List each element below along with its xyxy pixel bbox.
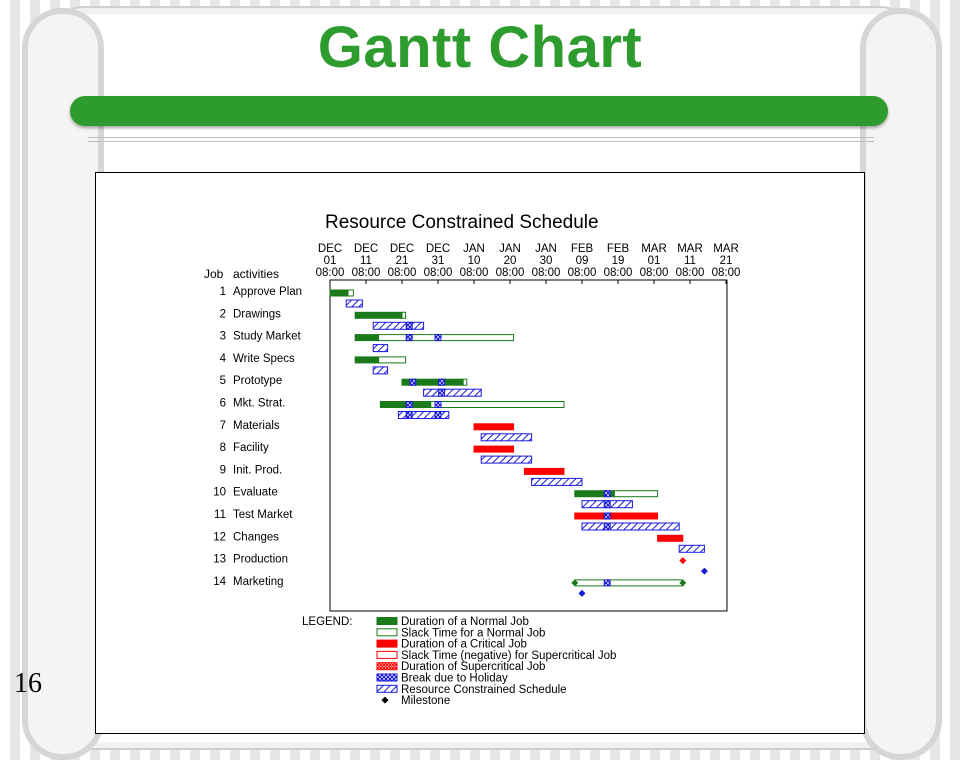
activity-label: Changes xyxy=(233,531,280,544)
legend-item xyxy=(377,650,616,662)
holiday-break-mark xyxy=(406,322,412,329)
tick-label-time: 08:00 xyxy=(315,267,345,279)
title-underline-bar xyxy=(70,96,888,126)
gantt-chart xyxy=(96,173,864,733)
holiday-break-mark xyxy=(435,402,441,408)
negative-slack-bar xyxy=(377,651,397,658)
slack-time-bar xyxy=(575,580,683,586)
job-number: 12 xyxy=(213,531,226,544)
tick-label-month: DEC xyxy=(389,243,415,255)
constrained-schedule-bar xyxy=(346,300,362,307)
gantt-row xyxy=(214,509,679,530)
activity-label: Production xyxy=(233,553,288,566)
constrained-schedule-bar xyxy=(424,389,482,396)
legend-item xyxy=(377,673,508,685)
supercritical-bar xyxy=(377,663,397,670)
job-number: 13 xyxy=(213,553,226,566)
activity-label: Marketing xyxy=(233,575,284,588)
normal-duration-bar xyxy=(380,402,430,408)
tick-label-month: JAN xyxy=(499,243,521,255)
tick-label-time: 08:00 xyxy=(711,267,741,279)
slack-time-bar xyxy=(614,491,657,497)
holiday-break-mark xyxy=(435,335,441,341)
tick-label-month: JAN xyxy=(463,243,485,255)
critical-duration-bar xyxy=(575,513,658,519)
constrained-schedule-bar xyxy=(679,545,704,552)
gantt-row xyxy=(220,442,532,463)
job-number: 1 xyxy=(219,286,226,298)
constrained-schedule-bar xyxy=(373,322,423,329)
holiday-break-mark xyxy=(435,412,441,419)
gantt-row xyxy=(220,375,482,396)
slack-time-bar xyxy=(379,335,514,341)
constrained-schedule-bar xyxy=(481,456,531,463)
tick-label-day: 19 xyxy=(611,255,625,267)
critical-duration-bar xyxy=(474,424,514,430)
activity-label: Prototype xyxy=(233,375,283,388)
legend-label: Duration of Supercritical Job xyxy=(401,661,546,674)
job-number: 5 xyxy=(219,375,226,388)
constrained-schedule-bar xyxy=(377,685,397,692)
tick-label-time: 08:00 xyxy=(459,267,489,279)
holiday-break-mark xyxy=(406,412,412,419)
critical-duration-bar xyxy=(474,446,514,452)
gantt-row xyxy=(213,531,704,552)
slack-time-bar xyxy=(431,402,564,408)
activity-label: Mkt. Strat. xyxy=(233,397,286,410)
job-number: 9 xyxy=(219,464,226,477)
tick-label-time: 08:00 xyxy=(387,267,417,279)
normal-duration-bar xyxy=(330,290,348,296)
holiday-break-mark xyxy=(604,580,610,586)
holiday-break-mark xyxy=(604,491,610,497)
legend-item xyxy=(377,661,545,673)
legend-item xyxy=(377,639,527,651)
tick-label-day: 21 xyxy=(395,255,409,267)
job-number: 7 xyxy=(219,419,226,432)
activity-label: Write Specs xyxy=(233,352,295,365)
legend-label: Break due to Holiday xyxy=(401,672,508,685)
gantt-row xyxy=(220,308,424,329)
holiday-break-mark xyxy=(439,389,445,396)
slack-time-bar xyxy=(379,357,406,363)
job-number: 11 xyxy=(214,509,226,521)
tick-label-month: DEC xyxy=(425,243,451,255)
tick-label-time: 08:00 xyxy=(603,267,633,279)
activity-label: Test Market xyxy=(233,509,293,521)
legend-item xyxy=(382,695,451,707)
critical-duration-bar xyxy=(524,468,564,474)
activity-label: Evaluate xyxy=(233,486,278,499)
slack-time-bar xyxy=(377,629,397,636)
legend-label: Milestone xyxy=(401,695,451,708)
holiday-break-mark xyxy=(604,523,610,530)
holiday-break-mark xyxy=(410,379,416,385)
constrained-schedule-bar xyxy=(373,367,387,374)
slack-time-bar xyxy=(348,290,353,296)
milestone-marker xyxy=(701,568,708,575)
holiday-break-mark xyxy=(604,501,610,508)
column-header-job: Job xyxy=(204,267,224,281)
tick-label-time: 08:00 xyxy=(423,267,453,279)
milestone-marker xyxy=(382,697,389,704)
gantt-row xyxy=(220,398,564,419)
gantt-row xyxy=(220,420,532,441)
slack-time-bar xyxy=(463,379,467,385)
tick-label-time: 08:00 xyxy=(495,267,525,279)
job-number: 8 xyxy=(219,442,226,455)
critical-duration-bar xyxy=(658,535,683,541)
tick-label-day: 20 xyxy=(503,255,517,267)
legend-heading: LEGEND: xyxy=(302,616,353,628)
gantt-row xyxy=(220,353,406,374)
tick-label-month: MAR xyxy=(677,243,703,255)
tick-label-time: 08:00 xyxy=(351,267,381,279)
gantt-row xyxy=(220,331,514,352)
chart-title: Resource Constrained Schedule xyxy=(325,212,599,233)
tick-label-time: 08:00 xyxy=(567,267,597,279)
milestone-marker xyxy=(579,590,586,597)
job-number: 4 xyxy=(219,352,226,365)
gantt-chart-panel xyxy=(95,172,865,734)
normal-duration-bar xyxy=(355,335,378,341)
legend-label: Slack Time (negative) for Supercritical Job xyxy=(401,649,617,662)
legend-label: Slack Time for a Normal Job xyxy=(401,627,546,640)
activity-label: Approve Plan xyxy=(233,286,303,298)
normal-duration-bar xyxy=(377,618,397,625)
legend-label: Duration of a Critical Job xyxy=(401,638,527,651)
holiday-break-mark xyxy=(406,402,412,408)
holiday-break-mark xyxy=(377,674,397,681)
tick-label-month: MAR xyxy=(641,243,667,255)
tick-label-month: FEB xyxy=(570,243,594,255)
tick-label-month: MAR xyxy=(713,243,739,255)
slide-number: 16 xyxy=(14,668,42,699)
tick-label-day: 11 xyxy=(360,255,372,267)
holiday-break-mark xyxy=(604,513,610,519)
tick-label-time: 08:00 xyxy=(675,267,705,279)
activity-label: Init. Prod. xyxy=(233,464,283,477)
job-number: 2 xyxy=(219,308,226,321)
tick-label-day: 21 xyxy=(719,255,733,267)
legend-item xyxy=(377,616,529,628)
job-number: 14 xyxy=(213,575,226,588)
tick-label-time: 08:00 xyxy=(531,267,561,279)
tick-label-day: 09 xyxy=(575,255,589,267)
constrained-schedule-bar xyxy=(373,345,387,352)
tick-label-month: FEB xyxy=(606,243,630,255)
tick-label-month: DEC xyxy=(353,243,379,255)
tick-label-day: 01 xyxy=(647,255,661,267)
critical-duration-bar xyxy=(377,640,397,647)
constrained-schedule-bar xyxy=(582,523,679,530)
activity-label: Study Market xyxy=(233,330,301,343)
activity-label: Facility xyxy=(233,442,269,455)
holiday-break-mark xyxy=(406,335,412,341)
normal-duration-bar xyxy=(355,357,378,363)
constrained-schedule-bar xyxy=(481,434,531,441)
job-number: 3 xyxy=(219,330,226,343)
slack-time-bar xyxy=(402,312,406,318)
divider-line xyxy=(88,141,874,142)
tick-label-month: JAN xyxy=(535,243,557,255)
gantt-row xyxy=(220,286,363,307)
gantt-row xyxy=(213,487,657,508)
activity-label: Drawings xyxy=(233,308,281,321)
gantt-row xyxy=(220,464,582,485)
milestone-marker xyxy=(679,557,686,564)
column-header-activity: activities xyxy=(233,267,280,281)
normal-duration-bar xyxy=(355,312,402,318)
job-number: 6 xyxy=(219,397,226,410)
tick-label-month: DEC xyxy=(317,243,343,255)
legend-label: Duration of a Normal Job xyxy=(401,616,529,628)
slide-title: Gantt Chart xyxy=(317,15,643,80)
divider-line xyxy=(88,137,874,138)
legend-item xyxy=(377,627,545,639)
holiday-break-mark xyxy=(439,379,445,385)
gantt-row xyxy=(213,554,708,575)
gantt-row xyxy=(213,576,686,597)
tick-label-day: 31 xyxy=(431,255,445,267)
constrained-schedule-bar xyxy=(532,478,582,485)
tick-label-time: 08:00 xyxy=(639,267,669,279)
tick-label-day: 01 xyxy=(323,255,337,267)
tick-label-day: 10 xyxy=(467,255,481,267)
activity-label: Materials xyxy=(233,419,280,432)
legend-item xyxy=(377,684,567,696)
legend-label: Resource Constrained Schedule xyxy=(401,683,567,696)
tick-label-day: 11 xyxy=(684,255,696,267)
tick-label-day: 30 xyxy=(539,255,553,267)
job-number: 10 xyxy=(213,486,226,499)
